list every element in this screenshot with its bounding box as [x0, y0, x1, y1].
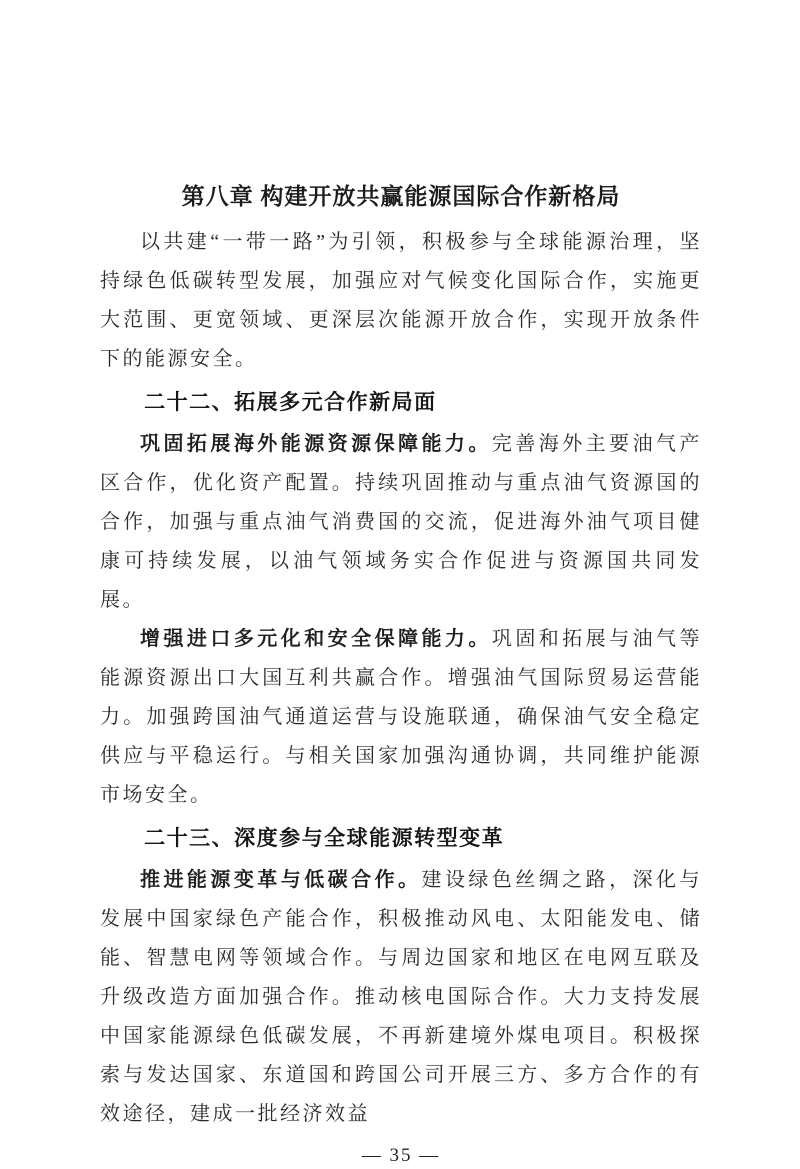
paragraph-lead: 增强进口多元化和安全保障能力。	[140, 628, 492, 650]
section-heading-23: 二十三、深度参与全球能源转型变革	[144, 827, 505, 850]
paragraph-text: 巩固和拓展与油气等能源资源出口大国互利共赢合作。增强油气国际贸易运营能力。加强跨国油气通道运营与设施联通，确保油气安全稳定供应与平稳运行。与相关国家加强沟通协调，共同维护能源市场安全。	[100, 628, 703, 806]
chapter-title: 第八章 构建开放共赢能源国际合作新格局	[181, 184, 621, 209]
body-paragraph	[100, 425, 702, 620]
section-heading-22: 二十二、拓展多元合作新局面	[144, 391, 437, 414]
body-paragraph	[100, 620, 702, 815]
paragraph-lead: 巩固拓展海外能源资源保障能力。	[140, 433, 492, 455]
paragraph-lead: 推进能源变革与低碳合作。	[140, 869, 422, 891]
paragraph-text: 建设绿色丝绸之路，深化与发展中国家绿色产能合作，积极推动风电、太阳能发电、储能、智慧电网等领域合作。与周边国家和地区在电网互联及升级改造方面加强合作。推动核电国际合作。大力支持发展中国家能源绿色低碳发展，不再新建境外煤电项目。积极探索与发达国家、东道国和跨国公司开展三方、多方合作的有效途径，建成一批经济效益	[100, 869, 703, 1125]
intro-paragraph: 以共建“一带一路”为引领，积极参与全球能源治理，坚持绿色低碳转型发展，加强应对气候变化国际合作，实施更大范围、更宽领域、更深层次能源开放合作，实现开放条件下的能源安全。	[100, 231, 702, 370]
body-paragraph	[100, 861, 702, 1134]
page-number: — 35 —	[361, 1145, 441, 1166]
paragraph-text: 完善海外主要油气产区合作，优化资产配置。持续巩固推动与重点油气资源国的合作，加强与重点油气消费国的交流，促进海外油气项目健康可持续发展，以油气领域务实合作促进与资源国共同发展。	[100, 433, 703, 611]
